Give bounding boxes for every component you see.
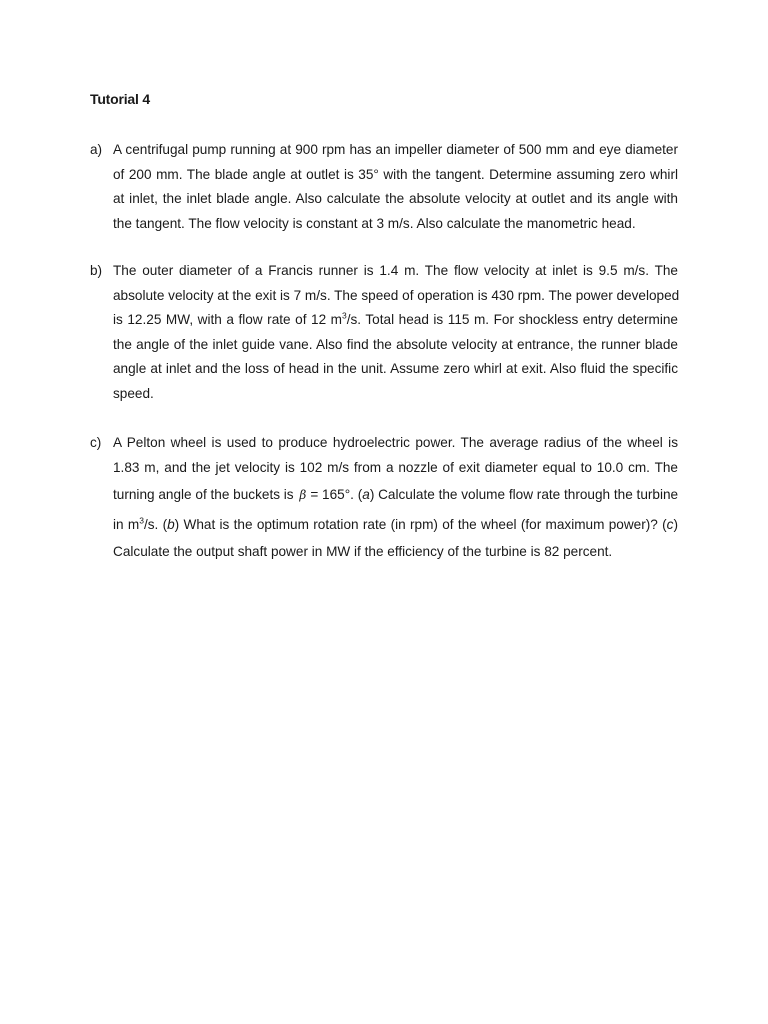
text-fragment: in m — [113, 517, 140, 532]
text-fragment: = 165°. ( — [310, 487, 363, 502]
text-fragment: /s. ( — [143, 517, 168, 532]
text-fragment: /s. Total head is 115 m. For shockless entry determine — [346, 312, 678, 327]
question-label: a) — [90, 142, 103, 157]
question-a — [90, 138, 678, 236]
text-fragment: ) — [673, 517, 678, 532]
text-line: absolute velocity at the exit is 7 m/s. The speed of operation is 430 rpm. The power developed — [113, 287, 680, 303]
question-text — [113, 431, 678, 565]
beta-symbol: β — [299, 488, 307, 502]
question-label: b) — [90, 263, 103, 278]
text-fragment: turning angle of the buckets is — [113, 487, 294, 502]
italic-letter: a — [362, 487, 370, 502]
superscript: 3 — [139, 515, 144, 526]
question-label: c) — [90, 435, 102, 450]
text-line: at inlet, the inlet blade angle. Also calculate the absolute velocity at outlet and its angle with — [113, 191, 678, 206]
text-line: Calculate the output shaft power in MW if the efficiency of the turbine is 82 percent. — [113, 544, 613, 559]
question-text — [113, 138, 678, 236]
text-fragment: is 12.25 MW, with a flow rate of 12 m — [113, 312, 342, 327]
question-b — [90, 259, 678, 406]
text-line — [113, 480, 678, 510]
text-fragment: ) Calculate the volume flow rate through the turbine — [369, 487, 679, 502]
question-c — [90, 431, 678, 565]
text-fragment: ) What is the optimum rotation rate (in rpm) of the wheel (for maximum power)? ( — [174, 517, 667, 532]
italic-letter: b — [167, 517, 175, 532]
italic-letter: c — [666, 517, 674, 532]
text-line: The outer diameter of a Francis runner is 1.4 m. The flow velocity at inlet is 9.5 m/s. The — [113, 263, 678, 278]
page-title: Tutorial 4 — [90, 91, 150, 107]
text-line — [113, 510, 678, 540]
text-line: the tangent. The flow velocity is constant at 3 m/s. Also calculate the manometric head. — [113, 215, 636, 231]
superscript: 3 — [342, 310, 347, 321]
text-line: the angle of the inlet guide vane. Also find the absolute velocity at entrance, the runner blade — [113, 336, 678, 352]
text-line — [113, 308, 678, 333]
text-line: A Pelton wheel is used to produce hydroelectric power. The average radius of the wheel is — [113, 435, 678, 450]
text-line: of 200 mm. The blade angle at outlet is 35° with the tangent. Determine assuming zero whirl — [113, 166, 678, 182]
text-line: angle at inlet and the loss of head in the unit. Assume zero whirl at exit. Also fluid the specific — [113, 361, 678, 376]
text-line: 1.83 m, and the jet velocity is 102 m/s from a nozzle of exit diameter equal to 10.0 cm. The — [113, 459, 678, 475]
text-line: A centrifugal pump running at 900 rpm has an impeller diameter of 500 mm and eye diameter — [113, 142, 678, 157]
text-line: speed. — [113, 385, 154, 401]
question-text — [113, 259, 678, 406]
